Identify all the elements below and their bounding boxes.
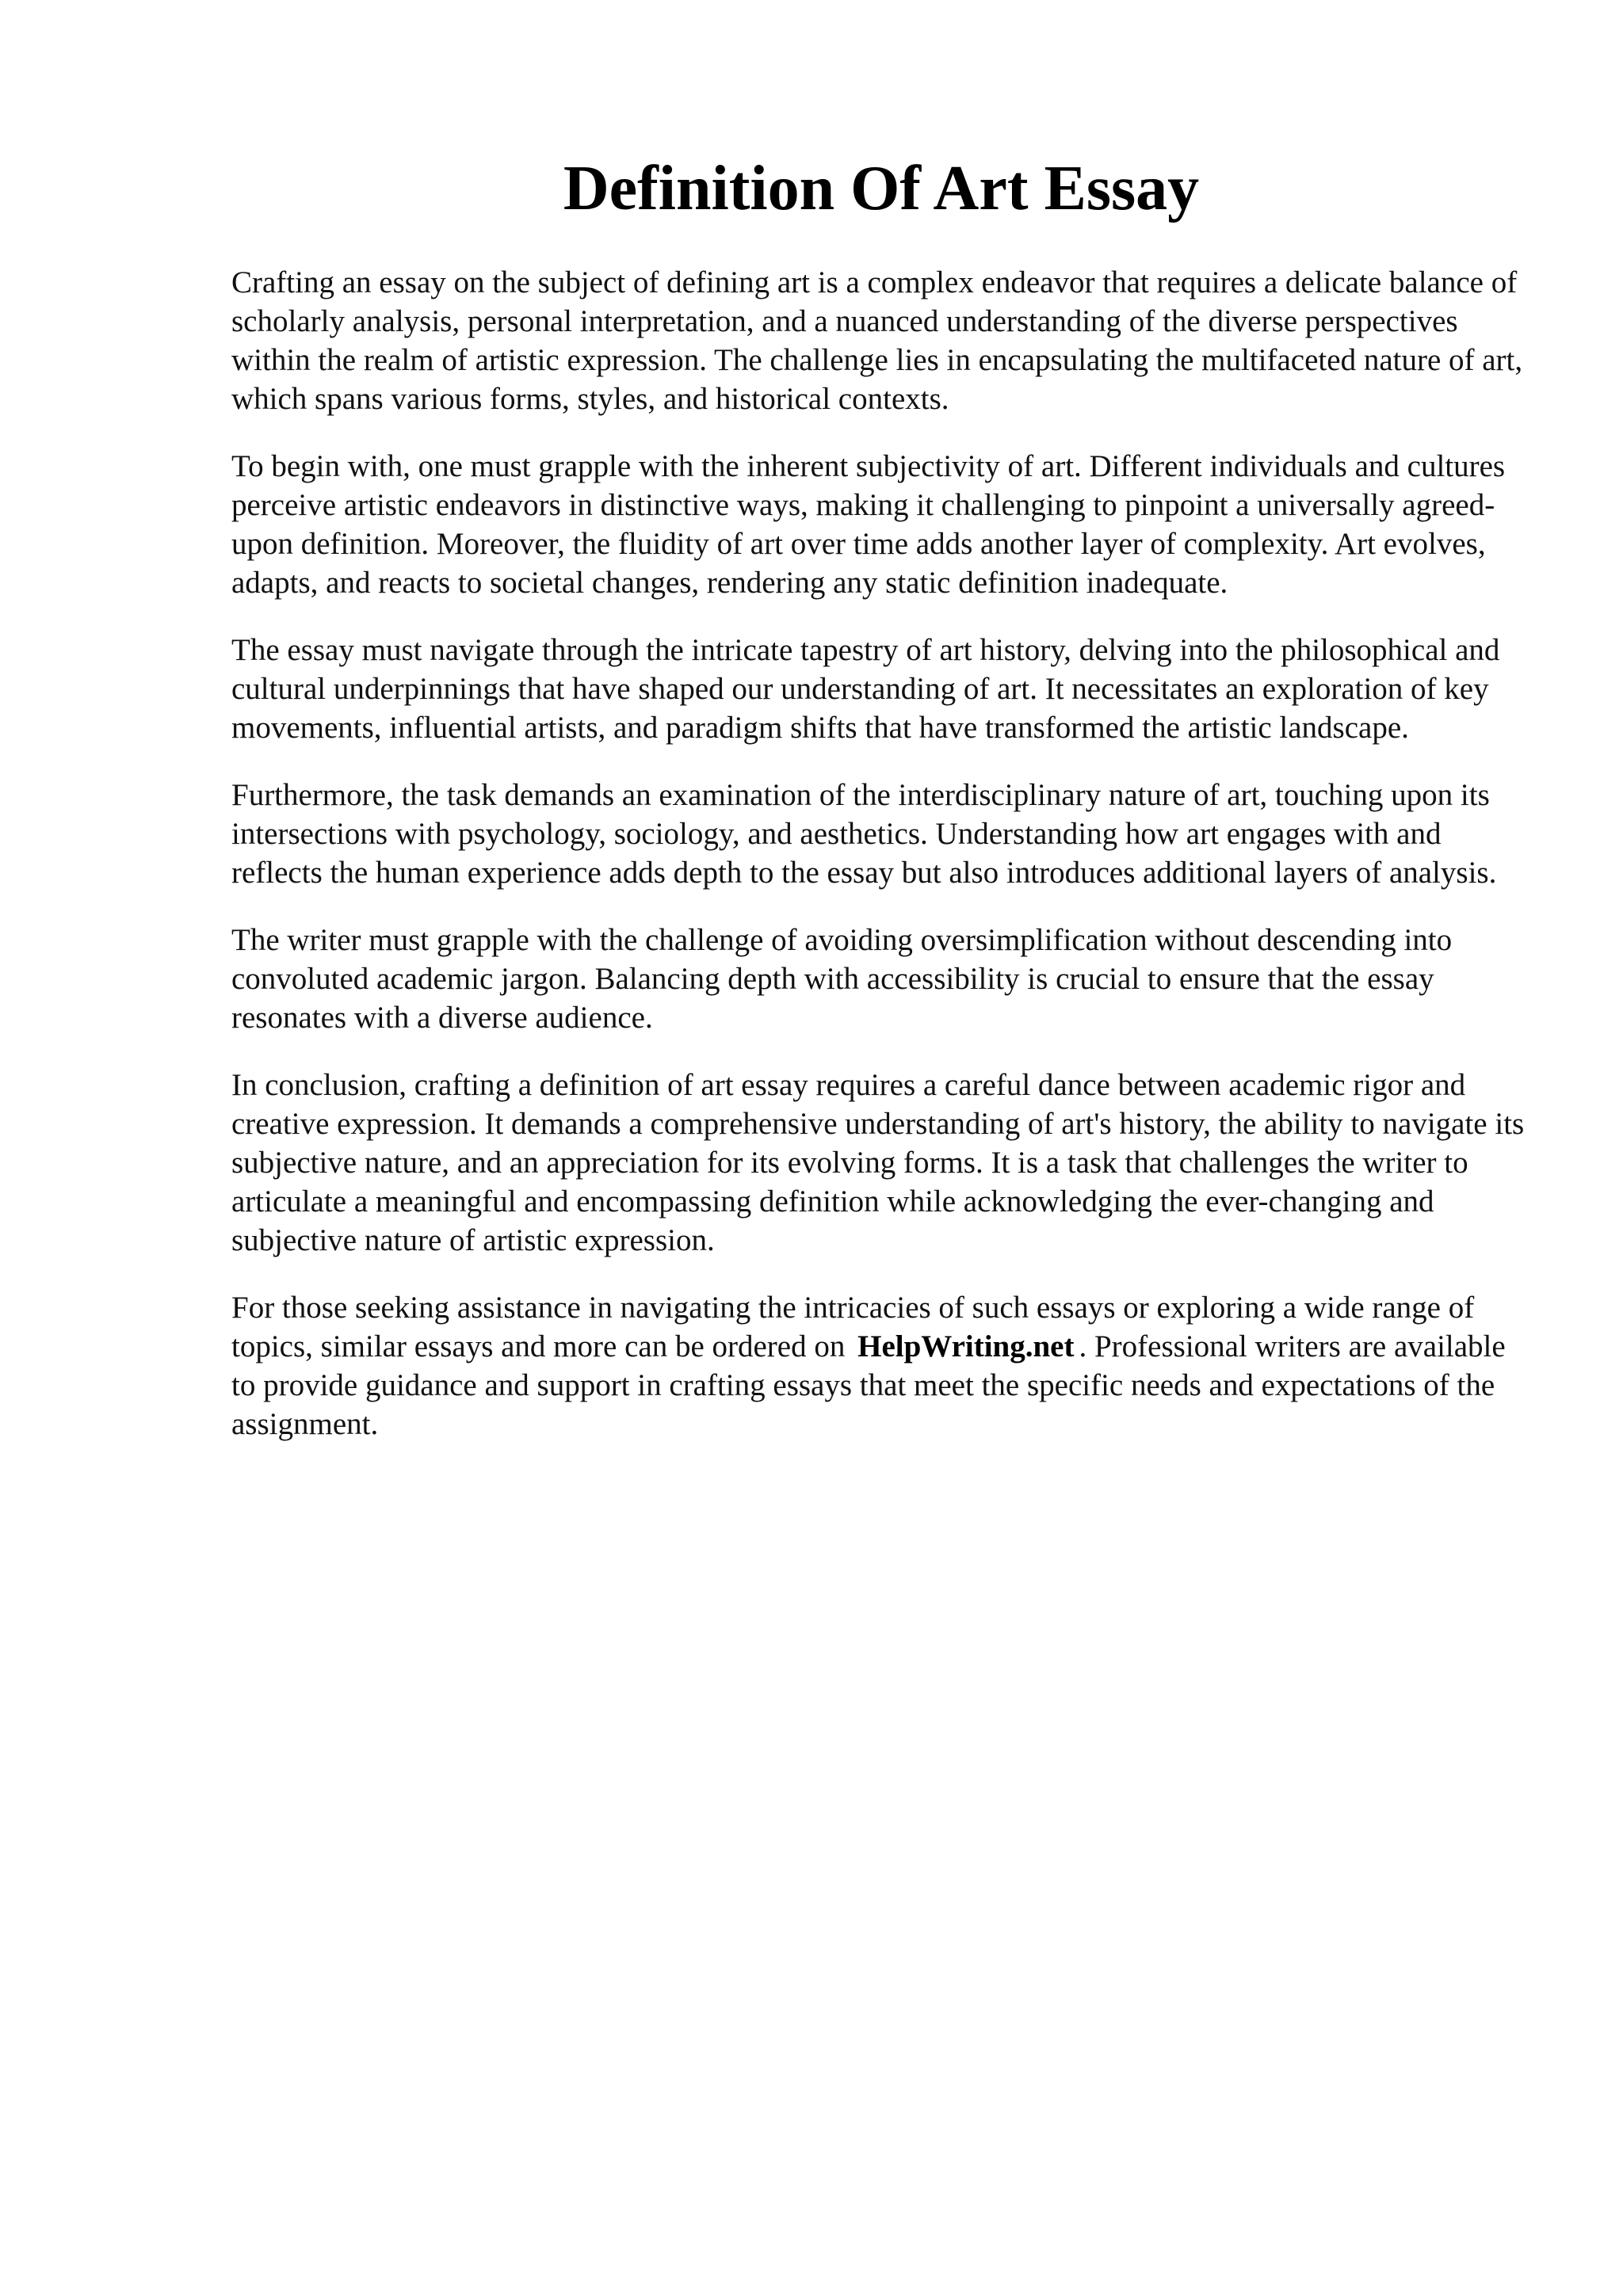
paragraph-6: In conclusion, crafting a definition of art essay requires a careful dance between academic rigor and creative expression. It demands a comprehensive understanding of art's history, the ability to navigate its subjective nature, and an appreciation for its evolving forms. It is a task that challenges the writer to articulate a meaningful and encompassing definition while acknowledging the ever-changing and subjective nature of artistic expression. (231, 1068, 1525, 1257)
paragraph-3: The essay must navigate through the intricate tapestry of art history, delving into the philosophical and cultural underpinnings that have shaped our understanding of art. It necessitates an exploration of key movements, influential artists, and paradigm shifts that have transformed the artistic landscape. (231, 633, 1500, 745)
helpwriting-link[interactable]: HelpWriting.net (857, 1329, 1075, 1363)
final-paragraph-rest: . Professional writers are available to provide guidance and support in crafting essays that meet the specific needs and expectations of the assignment. (231, 1329, 1506, 1441)
page-title: Definition Of Art Essay (563, 154, 1200, 223)
paragraph-7 (231, 1288, 1531, 1444)
paragraph-5: The writer must grapple with the challenge of avoiding oversimplification without descending into convoluted academic jargon. Balancing depth with accessibility is crucial to ensure that the essay resonates with a diverse audience. (231, 923, 1453, 1035)
paragraph-2: To begin with, one must grapple with the inherent subjectivity of art. Different individuals and cultures perceive artistic endeavors in distinctive ways, making it challenging to pinpoint a universally agreed-upon definition. Moreover, the fluidity of art over time adds another layer of complexity. Art evolves, adapts, and reacts to societal changes, rendering any static definition inadequate. (231, 449, 1506, 600)
paragraph-4: Furthermore, the task demands an examination of the interdisciplinary nature of art, touching upon its intersections with psychology, sociology, and aesthetics. Understanding how art engages with and reflects the human experience adds depth to the essay but also introduces additional layers of analysis. (231, 778, 1497, 890)
essay-content (231, 151, 1531, 1472)
paragraph-1: Crafting an essay on the subject of defining art is a complex endeavor that requires a delicate balance of scholarly analysis, personal interpretation, and a nuanced understanding of the diverse perspectives within the realm of artistic expression. The challenge lies in encapsulating the multifaceted nature of art, which spans various forms, styles, and historical contexts. (231, 265, 1523, 416)
final-paragraph-intro: For those seeking assistance in navigating the intricacies of such essays or exploring a wide range of topics, similar essays and more can be ordered on (231, 1291, 1475, 1363)
